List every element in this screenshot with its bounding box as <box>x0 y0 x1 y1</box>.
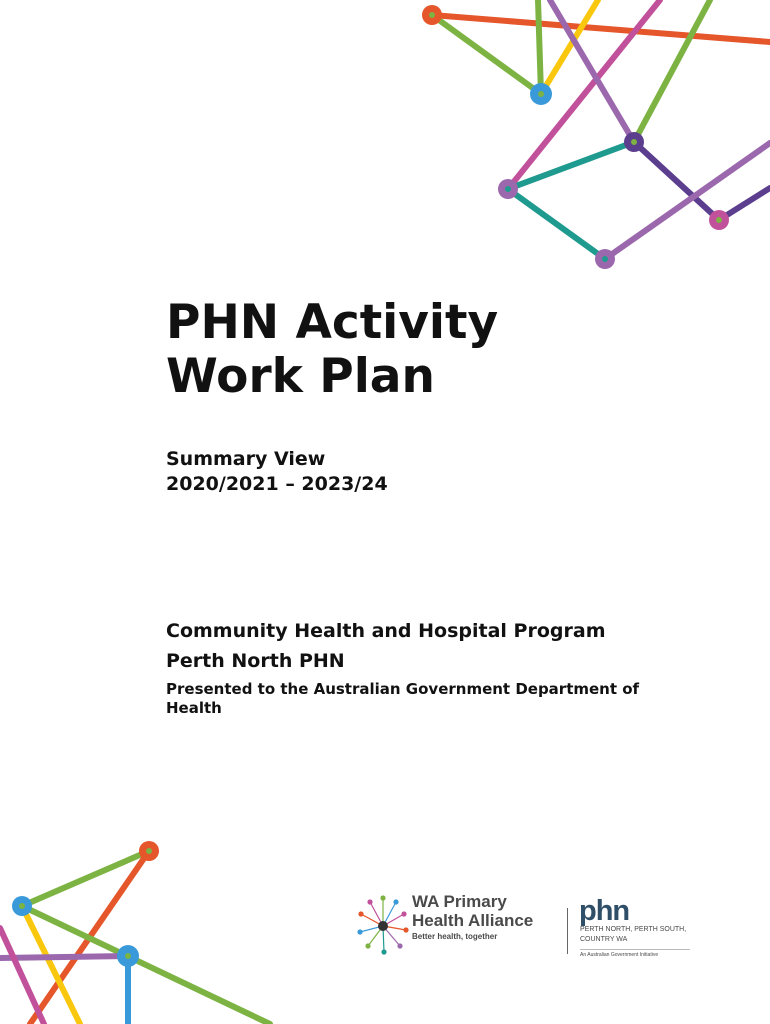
presented-to: Presented to the Australian Government Department of Health <box>166 680 640 717</box>
phn-logo <box>579 895 690 958</box>
phn-regions-line-2: COUNTRY WA <box>580 936 628 943</box>
phn-wordmark: phn <box>579 895 630 927</box>
network-line <box>0 956 128 958</box>
wa-pha-wordmark <box>412 892 533 941</box>
wa-primary-health-alliance-logo-icon <box>356 890 410 956</box>
logo-divider <box>567 908 568 954</box>
document-title <box>166 296 498 404</box>
title-line-1: PHN Activity <box>166 295 499 350</box>
region-name: Perth North PHN <box>166 650 345 672</box>
program-name: Community Health and Hospital Program <box>166 620 606 642</box>
network-line <box>22 906 270 1024</box>
org-name-line-2: Health Alliance <box>412 911 534 930</box>
program-block <box>166 616 686 718</box>
network-line <box>432 15 770 42</box>
summary-block <box>166 447 388 497</box>
phn-regions-line-1: PERTH NORTH, PERTH SOUTH, <box>580 926 687 933</box>
phn-initiative-note: An Australian Government Initiative <box>580 949 690 958</box>
summary-label: Summary View <box>166 448 326 470</box>
title-line-2: Work Plan <box>166 349 435 404</box>
org-name-line-1: WA Primary <box>412 892 507 911</box>
network-line <box>541 0 598 94</box>
period-label: 2020/2021 – 2023/24 <box>166 473 388 495</box>
network-line <box>508 189 605 259</box>
network-line <box>432 15 541 94</box>
footer-logos <box>356 888 701 958</box>
network-line <box>538 0 541 94</box>
org-tagline: Better health, together <box>412 932 498 941</box>
